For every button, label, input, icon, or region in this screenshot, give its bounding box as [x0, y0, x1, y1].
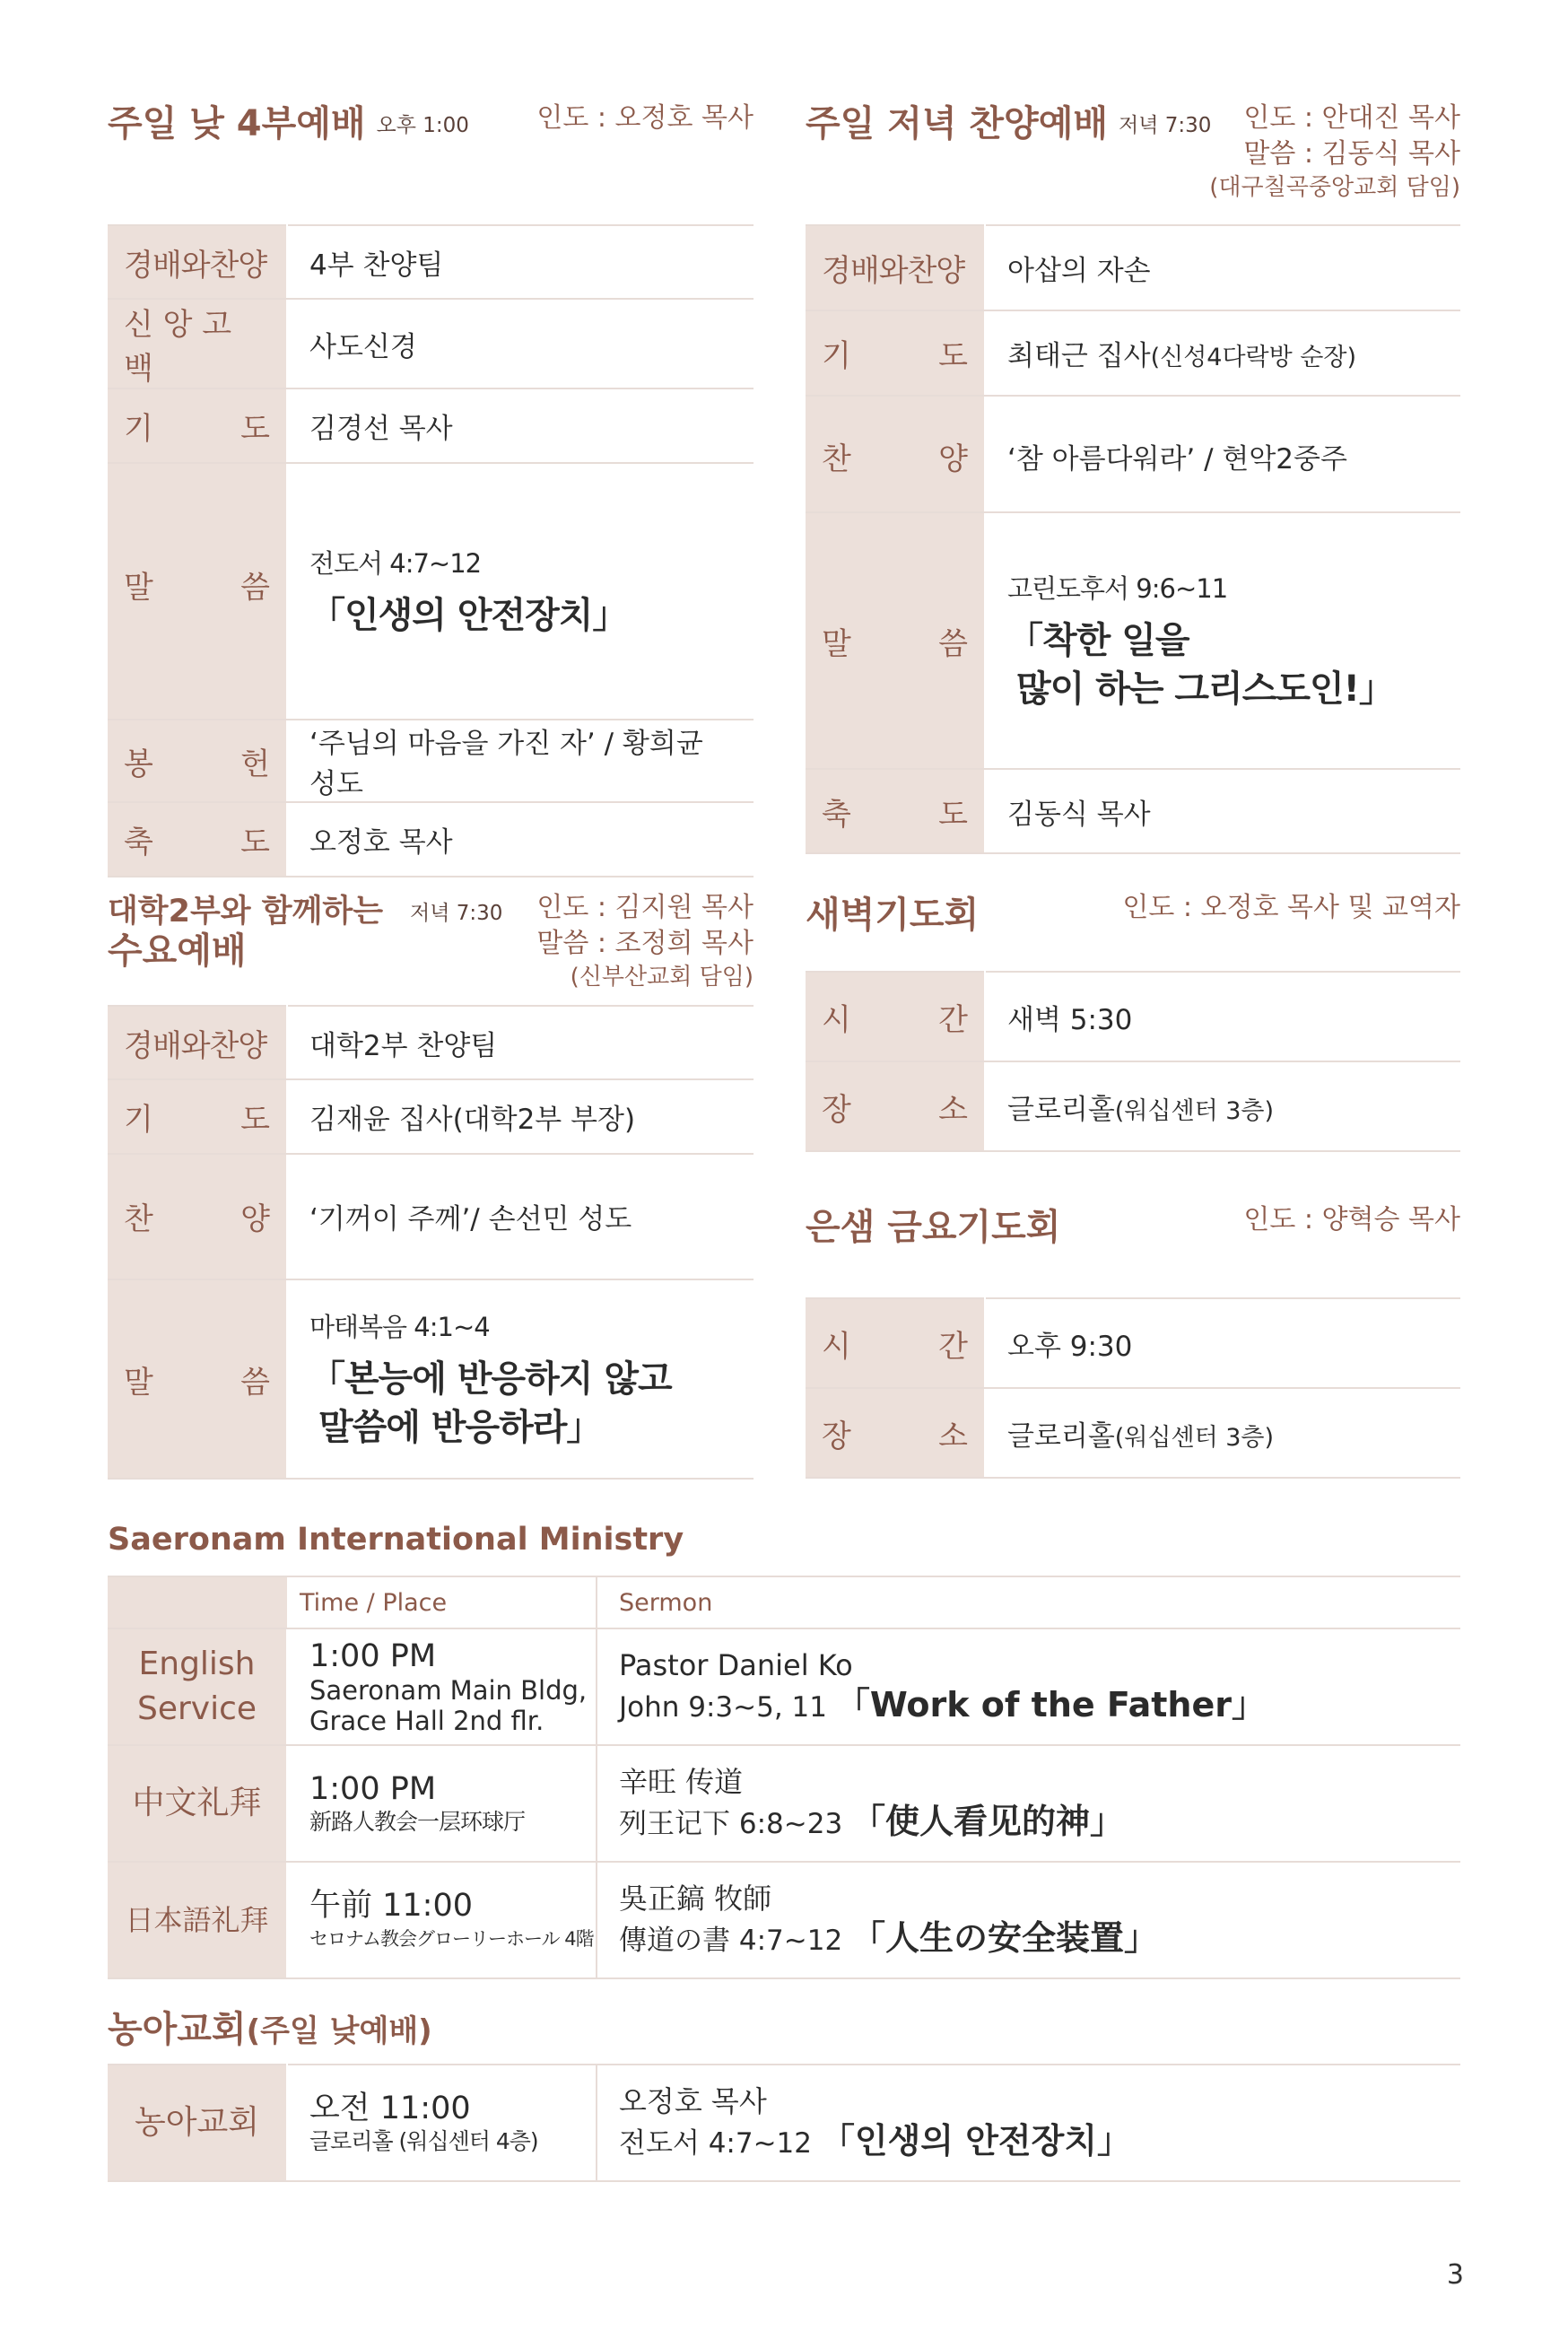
row-label: 기 도 — [806, 310, 985, 396]
pastor-name: 오정호 목사 — [619, 2083, 767, 2118]
leader-line: 인도 : 양혁승 목사 — [1243, 1204, 1460, 1235]
row-label: 말 씀 — [108, 463, 287, 720]
leaders — [536, 100, 754, 136]
scripture-ref: 전도서 4:7~12 — [309, 547, 482, 579]
row-label: 시 간 — [806, 1298, 985, 1388]
sermon-title: 「착한 일을 — [1007, 619, 1189, 661]
row-label: 장 소 — [806, 1388, 985, 1478]
row-value: 김재윤 집사(대학2부 부장) — [287, 1079, 754, 1154]
wednesday-section — [108, 890, 754, 1482]
table-row — [108, 1745, 1460, 1862]
sunday-4th-section — [108, 97, 754, 860]
row-label: 기 도 — [108, 1079, 287, 1154]
row-value: 글로리홀(워십센터 3층) — [985, 1388, 1460, 1478]
service-place: 新路人教会一层环球厅 — [309, 1809, 526, 1835]
dawn-prayer-section — [806, 890, 1460, 1159]
row-label: 찬 양 — [108, 1154, 287, 1279]
table-row — [108, 225, 754, 299]
row-label: 기 도 — [108, 388, 287, 463]
leaders — [536, 890, 754, 992]
intl-ministry-title: Saeronam International Ministry — [108, 1522, 684, 1558]
time-place-cell — [287, 1862, 597, 1978]
table-row — [806, 225, 1460, 310]
sermon-title-cont: 말씀에 반응하라」 — [318, 1406, 602, 1448]
table-row — [108, 463, 754, 720]
table-row — [806, 972, 1460, 1061]
table-row — [108, 388, 754, 463]
leaders — [1122, 890, 1460, 926]
scripture-ref: 마태복음 4:1~4 — [309, 1311, 490, 1342]
row-value: 아삽의 자손 — [985, 225, 1460, 310]
table-row — [806, 396, 1460, 512]
service-place: 글로리홀 (워십센터 4층) — [309, 2128, 538, 2154]
row-label: 말 씀 — [806, 512, 985, 769]
leaders — [1243, 1202, 1460, 1238]
table-header-row — [108, 1576, 1460, 1628]
service-time: 午前 11:00 — [309, 1888, 473, 1924]
row-label: 말 씀 — [108, 1279, 287, 1479]
row-label: 봉 헌 — [108, 720, 287, 802]
row-value: 김경선 목사 — [287, 388, 754, 463]
row-value: 오정호 목사 — [287, 802, 754, 877]
sermon-line: 列王记下 6:8~23 「使人看见的神」 — [619, 1801, 1125, 1841]
deaf-church-table — [108, 2064, 1460, 2182]
time-place-cell — [287, 1745, 597, 1862]
row-label: 찬 양 — [806, 396, 985, 512]
row-value: 새벽 5:30 — [985, 972, 1460, 1061]
sermon-cell — [597, 1862, 1460, 1978]
schedule-table — [806, 971, 1460, 1152]
service-time: 오전 11:00 — [309, 2091, 471, 2126]
deaf-church-title: 농아교회(주일 낮예배) — [108, 2009, 432, 2050]
service-place: セロナム教会グローリーホール 4階 — [309, 1928, 594, 1950]
sermon-title-cont: 많이 하는 그리스도인!」 — [1016, 668, 1394, 710]
row-value: ‘기꺼이 주께’/ 손선민 성도 — [287, 1154, 754, 1279]
table-row — [108, 720, 754, 802]
section-title: 대학2부와 함께하는 $^{저녁 7:30}$ 수요예배 — [108, 894, 503, 972]
sermon-cell — [597, 2065, 1460, 2181]
sermon-cell — [597, 1745, 1460, 1862]
service-label: English Service — [108, 1628, 287, 1745]
time-place-cell — [287, 1628, 597, 1745]
row-label: 시 간 — [806, 972, 985, 1061]
table-row — [806, 1061, 1460, 1151]
service-label: 日本語礼拜 — [108, 1862, 287, 1978]
row-label: 축 도 — [108, 802, 287, 877]
leader-note: (대구칠곡중앙교회 담임) — [1209, 174, 1460, 201]
pastor-name: Pastor Daniel Ko — [619, 1647, 853, 1682]
header-time-place: Time / Place — [287, 1576, 597, 1628]
table-row — [108, 1279, 754, 1479]
table-row — [806, 310, 1460, 396]
leaders — [1209, 100, 1460, 203]
pastor-name: 辛旺 传道 — [619, 1764, 744, 1799]
schedule-table — [806, 1297, 1460, 1479]
service-label: 농아교회 — [108, 2065, 287, 2181]
leader-note: (신부산교회 담임) — [570, 964, 754, 991]
table-row — [806, 1388, 1460, 1478]
row-value: 최태근 집사(신성4다락방 순장) — [985, 310, 1460, 396]
table-row — [108, 1154, 754, 1279]
sermon-line: John 9:3~5, 11 「Work of the Father」 — [619, 1684, 1266, 1724]
table-row — [108, 802, 754, 877]
sermon-line: 傳道の書 4:7~12 「人生の安全装置」 — [619, 1917, 1159, 1958]
sermon-title: 「인생의 안전장치」 — [309, 594, 628, 636]
row-value: 글로리홀(워십센터 3층) — [985, 1061, 1460, 1151]
service-time: 오후 1:00 — [376, 114, 469, 137]
service-time: 1:00 PM — [309, 1771, 437, 1807]
row-label: 경배와찬양 — [806, 225, 985, 310]
sermon-cell — [287, 463, 754, 720]
leader-line: 인도 : 김지원 목사 — [536, 892, 754, 923]
table-row — [108, 1079, 754, 1154]
sermon-cell — [287, 1279, 754, 1479]
table-row — [108, 1006, 754, 1079]
service-place: Saeronam Main Bldg, — [309, 1675, 588, 1706]
row-value: 김동식 목사 — [985, 769, 1460, 853]
row-label: 경배와찬양 — [108, 1006, 287, 1079]
table-row — [108, 299, 754, 388]
page-number: 3 — [1446, 2259, 1464, 2291]
table-row — [108, 1628, 1460, 1745]
leader-line: 인도 : 오정호 목사 — [536, 102, 754, 134]
leader-line: 말씀 : 김동식 목사 — [1243, 138, 1460, 170]
time-place-cell — [287, 2065, 597, 2181]
table-row — [108, 2065, 1460, 2181]
intl-ministry-table — [108, 1576, 1460, 1979]
row-value: ‘주님의 마음을 가진 자’ / 황희균 성도 — [287, 720, 754, 802]
service-place: Grace Hall 2nd flr. — [309, 1706, 544, 1736]
header-empty — [108, 1576, 287, 1628]
sermon-title: 「본능에 반응하지 않고 — [309, 1358, 672, 1400]
sermon-cell — [597, 1628, 1460, 1745]
leader-line: 인도 : 안대진 목사 — [1243, 102, 1460, 134]
friday-prayer-section — [806, 1202, 1460, 1482]
header-sermon: Sermon — [597, 1576, 1460, 1628]
sunday-evening-section — [806, 97, 1460, 851]
leader-line: 말씀 : 조정희 목사 — [536, 928, 754, 959]
table-row — [108, 1862, 1460, 1978]
scripture-ref: 고린도후서 9:6~11 — [1007, 572, 1228, 604]
row-label: 경배와찬양 — [108, 225, 287, 299]
service-time: 저녁 7:30 — [410, 902, 503, 925]
row-label: 신 앙 고 백 — [108, 299, 287, 388]
table-row — [806, 512, 1460, 769]
row-label: 장 소 — [806, 1061, 985, 1151]
sermon-line: 전도서 4:7~12 「인생의 안전장치」 — [619, 2120, 1132, 2161]
schedule-table — [108, 224, 754, 877]
leader-line: 인도 : 오정호 목사 및 교역자 — [1122, 892, 1460, 923]
row-label: 축 도 — [806, 769, 985, 853]
row-value: ‘참 아름다워라’ / 현악2중주 — [985, 396, 1460, 512]
row-value: 4부 찬양팀 — [287, 225, 754, 299]
schedule-table — [108, 1005, 754, 1480]
section-title: 주일 낮 4부예배 $^{오후 1:00}$ — [108, 103, 469, 144]
schedule-table — [806, 224, 1460, 854]
service-time: 저녁 7:30 — [1118, 114, 1212, 137]
section-title: 주일 저녁 찬양예배 $^{저녁 7:30}$ — [806, 103, 1212, 144]
section-title: 은샘 금요기도회 — [806, 1207, 1061, 1248]
service-time: 1:00 PM — [309, 1638, 437, 1674]
table-row — [806, 769, 1460, 853]
row-value: 사도신경 — [287, 299, 754, 388]
table-row — [806, 1298, 1460, 1388]
sermon-cell — [985, 512, 1460, 769]
row-value: 대학2부 찬양팀 — [287, 1006, 754, 1079]
row-value: 오후 9:30 — [985, 1298, 1460, 1388]
service-label: 中文礼拜 — [108, 1745, 287, 1862]
pastor-name: 吳正鎬 牧師 — [619, 1881, 772, 1916]
section-title: 새벽기도회 — [806, 895, 980, 936]
